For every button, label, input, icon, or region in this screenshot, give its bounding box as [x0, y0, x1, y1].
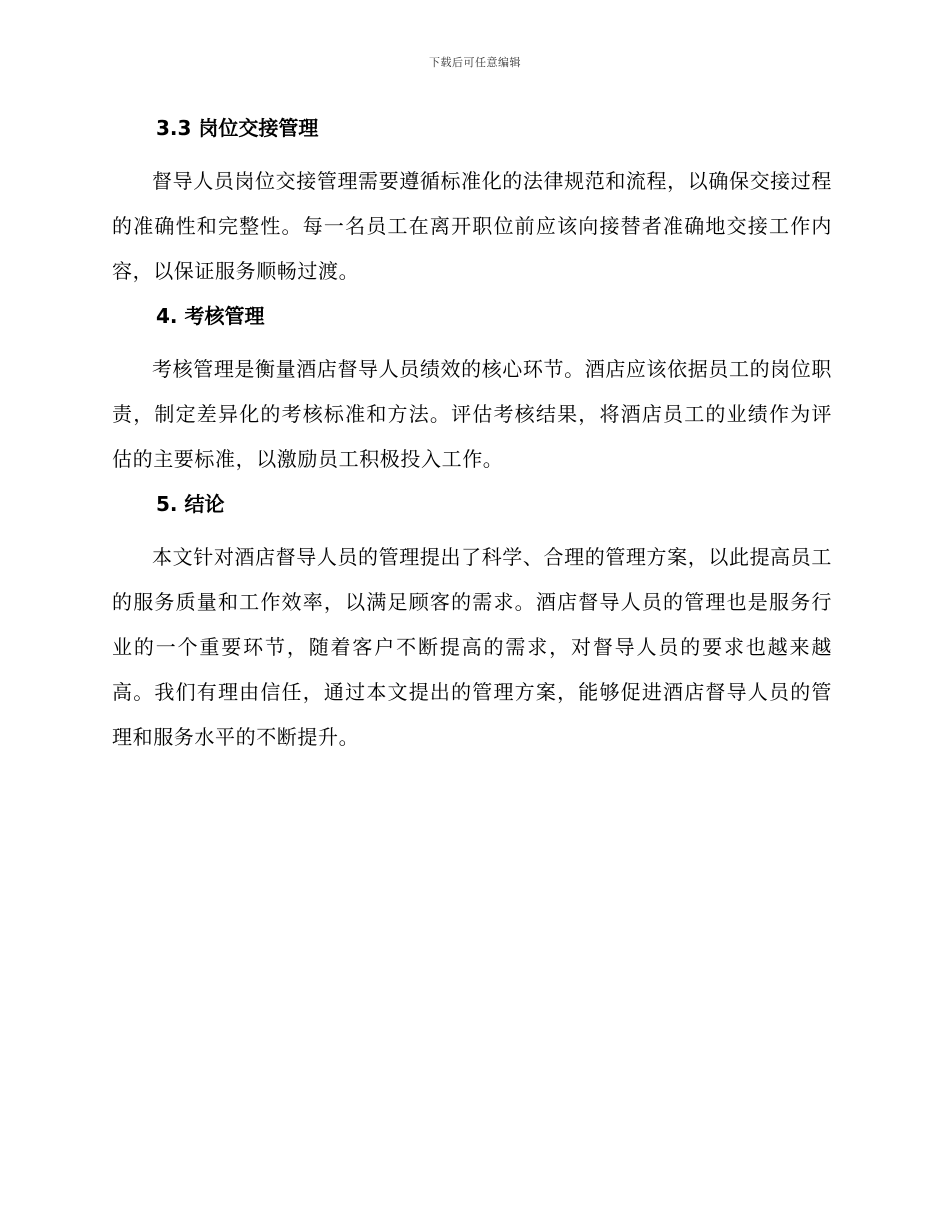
section-paragraph: 督导人员岗位交接管理需要遵循标准化的法律规范和流程，以确保交接过程的准确性和完整性。每一名员工在离开职位前应该向接替者准确地交接工作内容，以保证服务顺畅过渡。 — [112, 169, 832, 283]
section-paragraph: 考核管理是衡量酒店督导人员绩效的核心环节。酒店应该依据员工的岗位职责，制定差异化的考核标准和方法。评估考核结果，将酒店员工的业绩作为评估的主要标准，以激励员工积极投入工作。 — [112, 357, 832, 471]
section-handover-management — [112, 112, 832, 300]
section-heading: 4. 考核管理 — [156, 304, 265, 328]
section-assessment-management — [112, 300, 832, 488]
document-body — [112, 112, 832, 760]
section-conclusion — [112, 488, 832, 760]
section-heading: 5. 结论 — [156, 492, 225, 516]
section-heading: 3.3 岗位交接管理 — [156, 116, 319, 140]
section-paragraph: 本文针对酒店督导人员的管理提出了科学、合理的管理方案，以此提高员工的服务质量和工作效率，以满足顾客的需求。酒店督导人员的管理也是服务行业的一个重要环节，随着客户不断提高的需求，对督导人员的要求也越来越高。我们有理由信任，通过本文提出的管理方案，能够促进酒店督导人员的管理和服务水平的不断提升。 — [112, 545, 832, 749]
page-header-note: 下载后可任意编辑 — [429, 56, 521, 69]
